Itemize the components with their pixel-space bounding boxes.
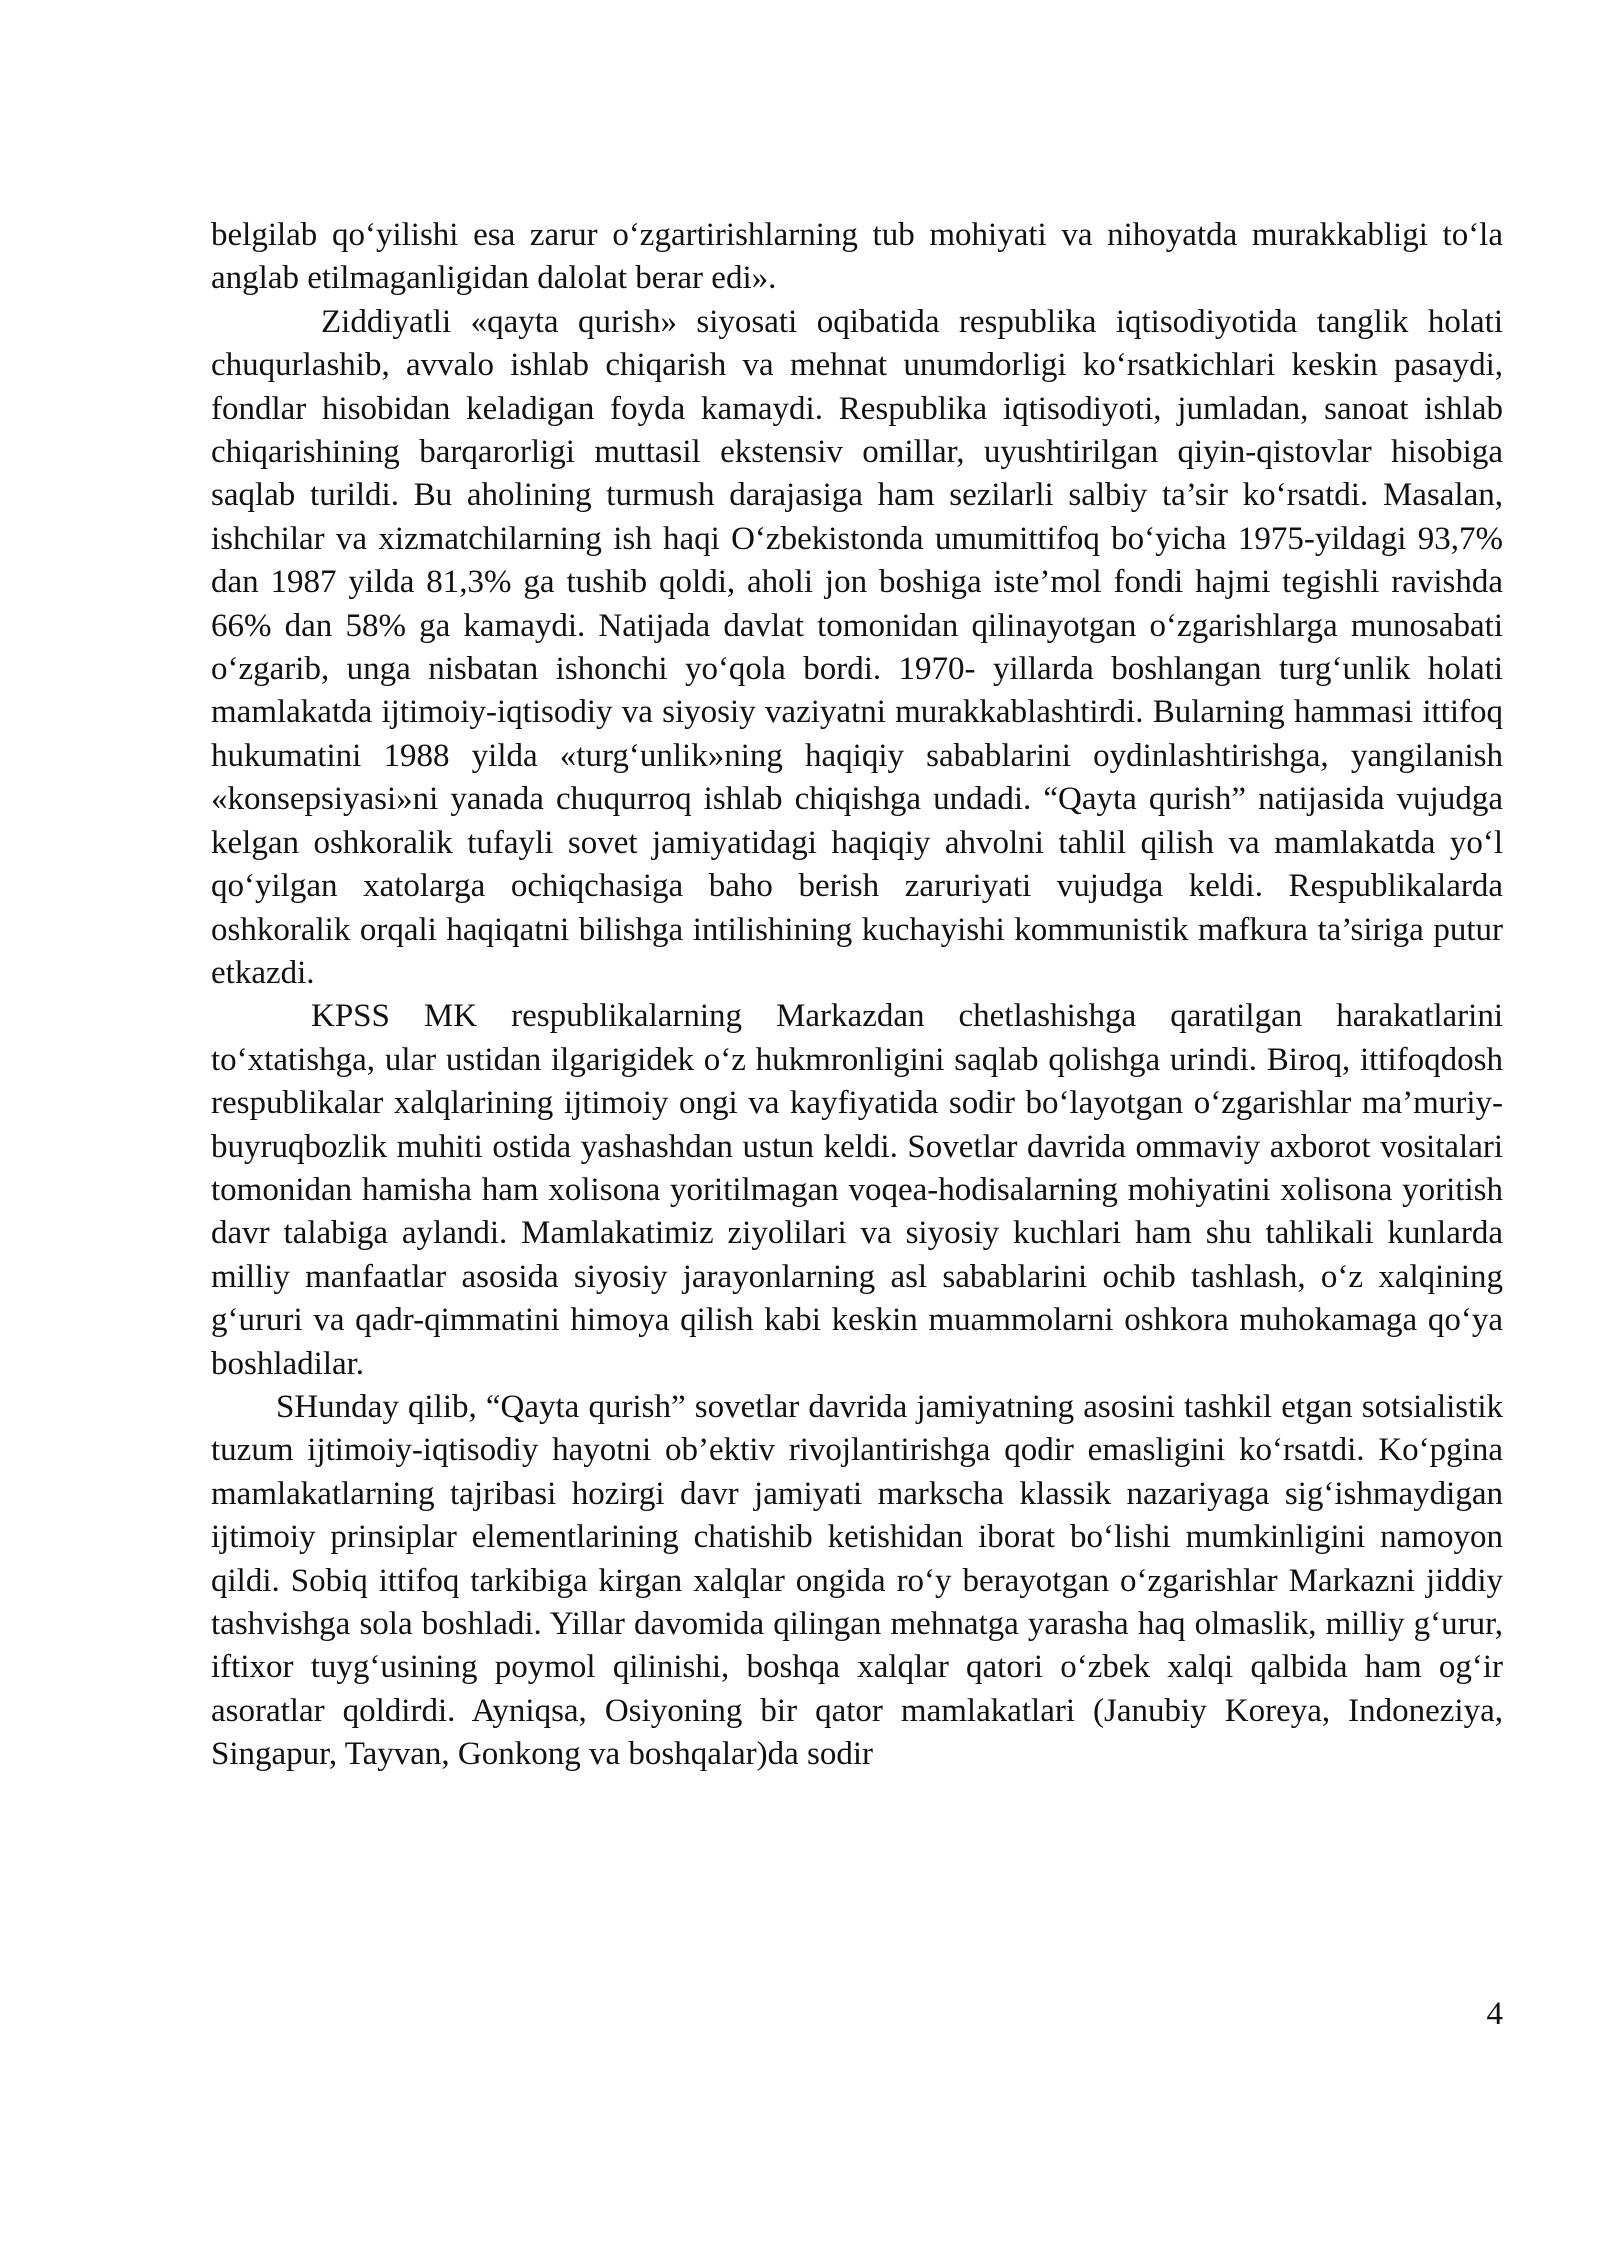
page-number: 4 (1486, 1996, 1503, 2032)
paragraph-kpss-mk: KPSS MK respublikalarning Markazdan chetlashishga qaratilgan harakatlarini to‘xtatishga, ular ustidan ilgarigidek o‘z hukmronligini saqlab qolishga urindi. Biroq, ittifoqdosh respublikalar xalqlarining ijtimoiy ongi va kayfiyatida sodir bo‘layotgan o‘zgarishlar ma’muriy-buyruqbozlik muhiti ostida yashashdan ustun keldi. Sovetlar davrida ommaviy axborot vositalari tomonidan hamisha ham xolisona yoritilmagan voqea-hodisalarning mohiyatini xolisona yoritish davr talabiga aylandi. Mamlakatimiz ziyolilari va siyosiy kuchlari ham shu tahlikali kunlarda milliy manfaatlar asosida siyosiy jarayonlarning asl sabablarini ochib tashlash, o‘z xalqining g‘ururi va qadr-qimmatini himoya qilish kabi keskin muammolarni oshkora muhokamaga qo‘ya boshladilar. (211, 998, 1503, 1382)
document-body (211, 214, 1503, 1777)
paragraph-qayta-qurish-consequences: Ziddiyatli «qayta qurish» siyosati oqibatida respublika iqtisodiyotida tanglik holati chuqurlashib, avvalo ishlab chiqarish va mehnat unumdorligi ko‘rsatkichlari keskin pasaydi, fondlar hisobidan keladigan foyda kamaydi. Respublika iqtisodiyoti, jumladan, sanoat ishlab chiqarishining barqarorligi muttasil ekstensiv omillar, uyushtirilgan qiyin-qistovlar hisobiga saqlab turildi. Bu aholining turmush darajasiga ham sezilarli salbiy ta’sir ko‘rsatdi. Masalan, ishchilar va xizmatchilarning ish haqi O‘zbekistonda umumittifoq bo‘yicha 1975-yildagi 93,7% dan 1987 yilda 81,3% ga tushib qoldi, aholi jon boshiga iste’mol fondi hajmi tegishli ravishda 66% dan 58% ga kamaydi. Natijada davlat tomonidan qilinayotgan o‘zgarishlarga munosabati o‘zgarib, unga nisbatan ishonchi yo‘qola bordi. 1970- yillarda boshlangan turg‘unlik holati mamlakatda ijtimoiy-iqtisodiy va siyosiy vaziyatni murakkablashtirdi. Bularning hammasi ittifoq hukumatini 1988 yilda «turg‘unlik»ning haqiqiy sabablarini oydinlashtirishga, yangilanish «konsepsiyasi»ni yanada chuqurroq ishlab chiqishga undadi. “Qayta qurish” natijasida vujudga kelgan oshkoralik tufayli sovet jamiyatidagi haqiqiy ahvolni tahlil qilish va mamlakatda yo‘l qo‘yilgan xatolarga ochiqchasiga baho berish zaruriyati vujudga keldi. Respublikalarda oshkoralik orqali haqiqatni bilishga intilishining kuchayishi kommunistik mafkura ta’siriga putur etkazdi. (211, 303, 1503, 991)
paragraph-shunday-qilib: SHunday qilib, “Qayta qurish” sovetlar davrida jamiyatning asosini tashkil etgan sotsialistik tuzum ijtimoiy-iqtisodiy hayotni ob’ektiv rivojlantirishga qodir emasligini ko‘rsatdi. Ko‘pgina mamlakatlarning tajribasi hozirgi davr jamiyati markscha klassik nazariyaga sig‘ishmaydigan ijtimoiy prinsiplar elementlarining chatishib ketishidan iborat bo‘lishi mumkinligini namoyon qildi. Sobiq ittifoq tarkibiga kirgan xalqlar ongida ro‘y berayotgan o‘zgarishlar Markazni jiddiy tashvishga sola boshladi. Yillar davomida qilingan mehnatga yarasha haq olmaslik, milliy g‘urur, iftixor tuyg‘usining poymol qilinishi, boshqa xalqlar qatori o‘zbek xalqi qalbida ham og‘ir asoratlar qoldirdi. Ayniqsa, Osiyoning bir qator mamlakatlari (Janubiy Koreya, Indoneziya, Singapur, Tayvan, Gonkong va boshqalar)da sodir (211, 1388, 1503, 1773)
paragraph-continuation: belgilab qo‘yilishi esa zarur o‘zgartirishlarning tub mohiyati va nihoyatda murakkabligi to‘la anglab etilmaganligidan dalolat berar edi». (211, 217, 1503, 297)
